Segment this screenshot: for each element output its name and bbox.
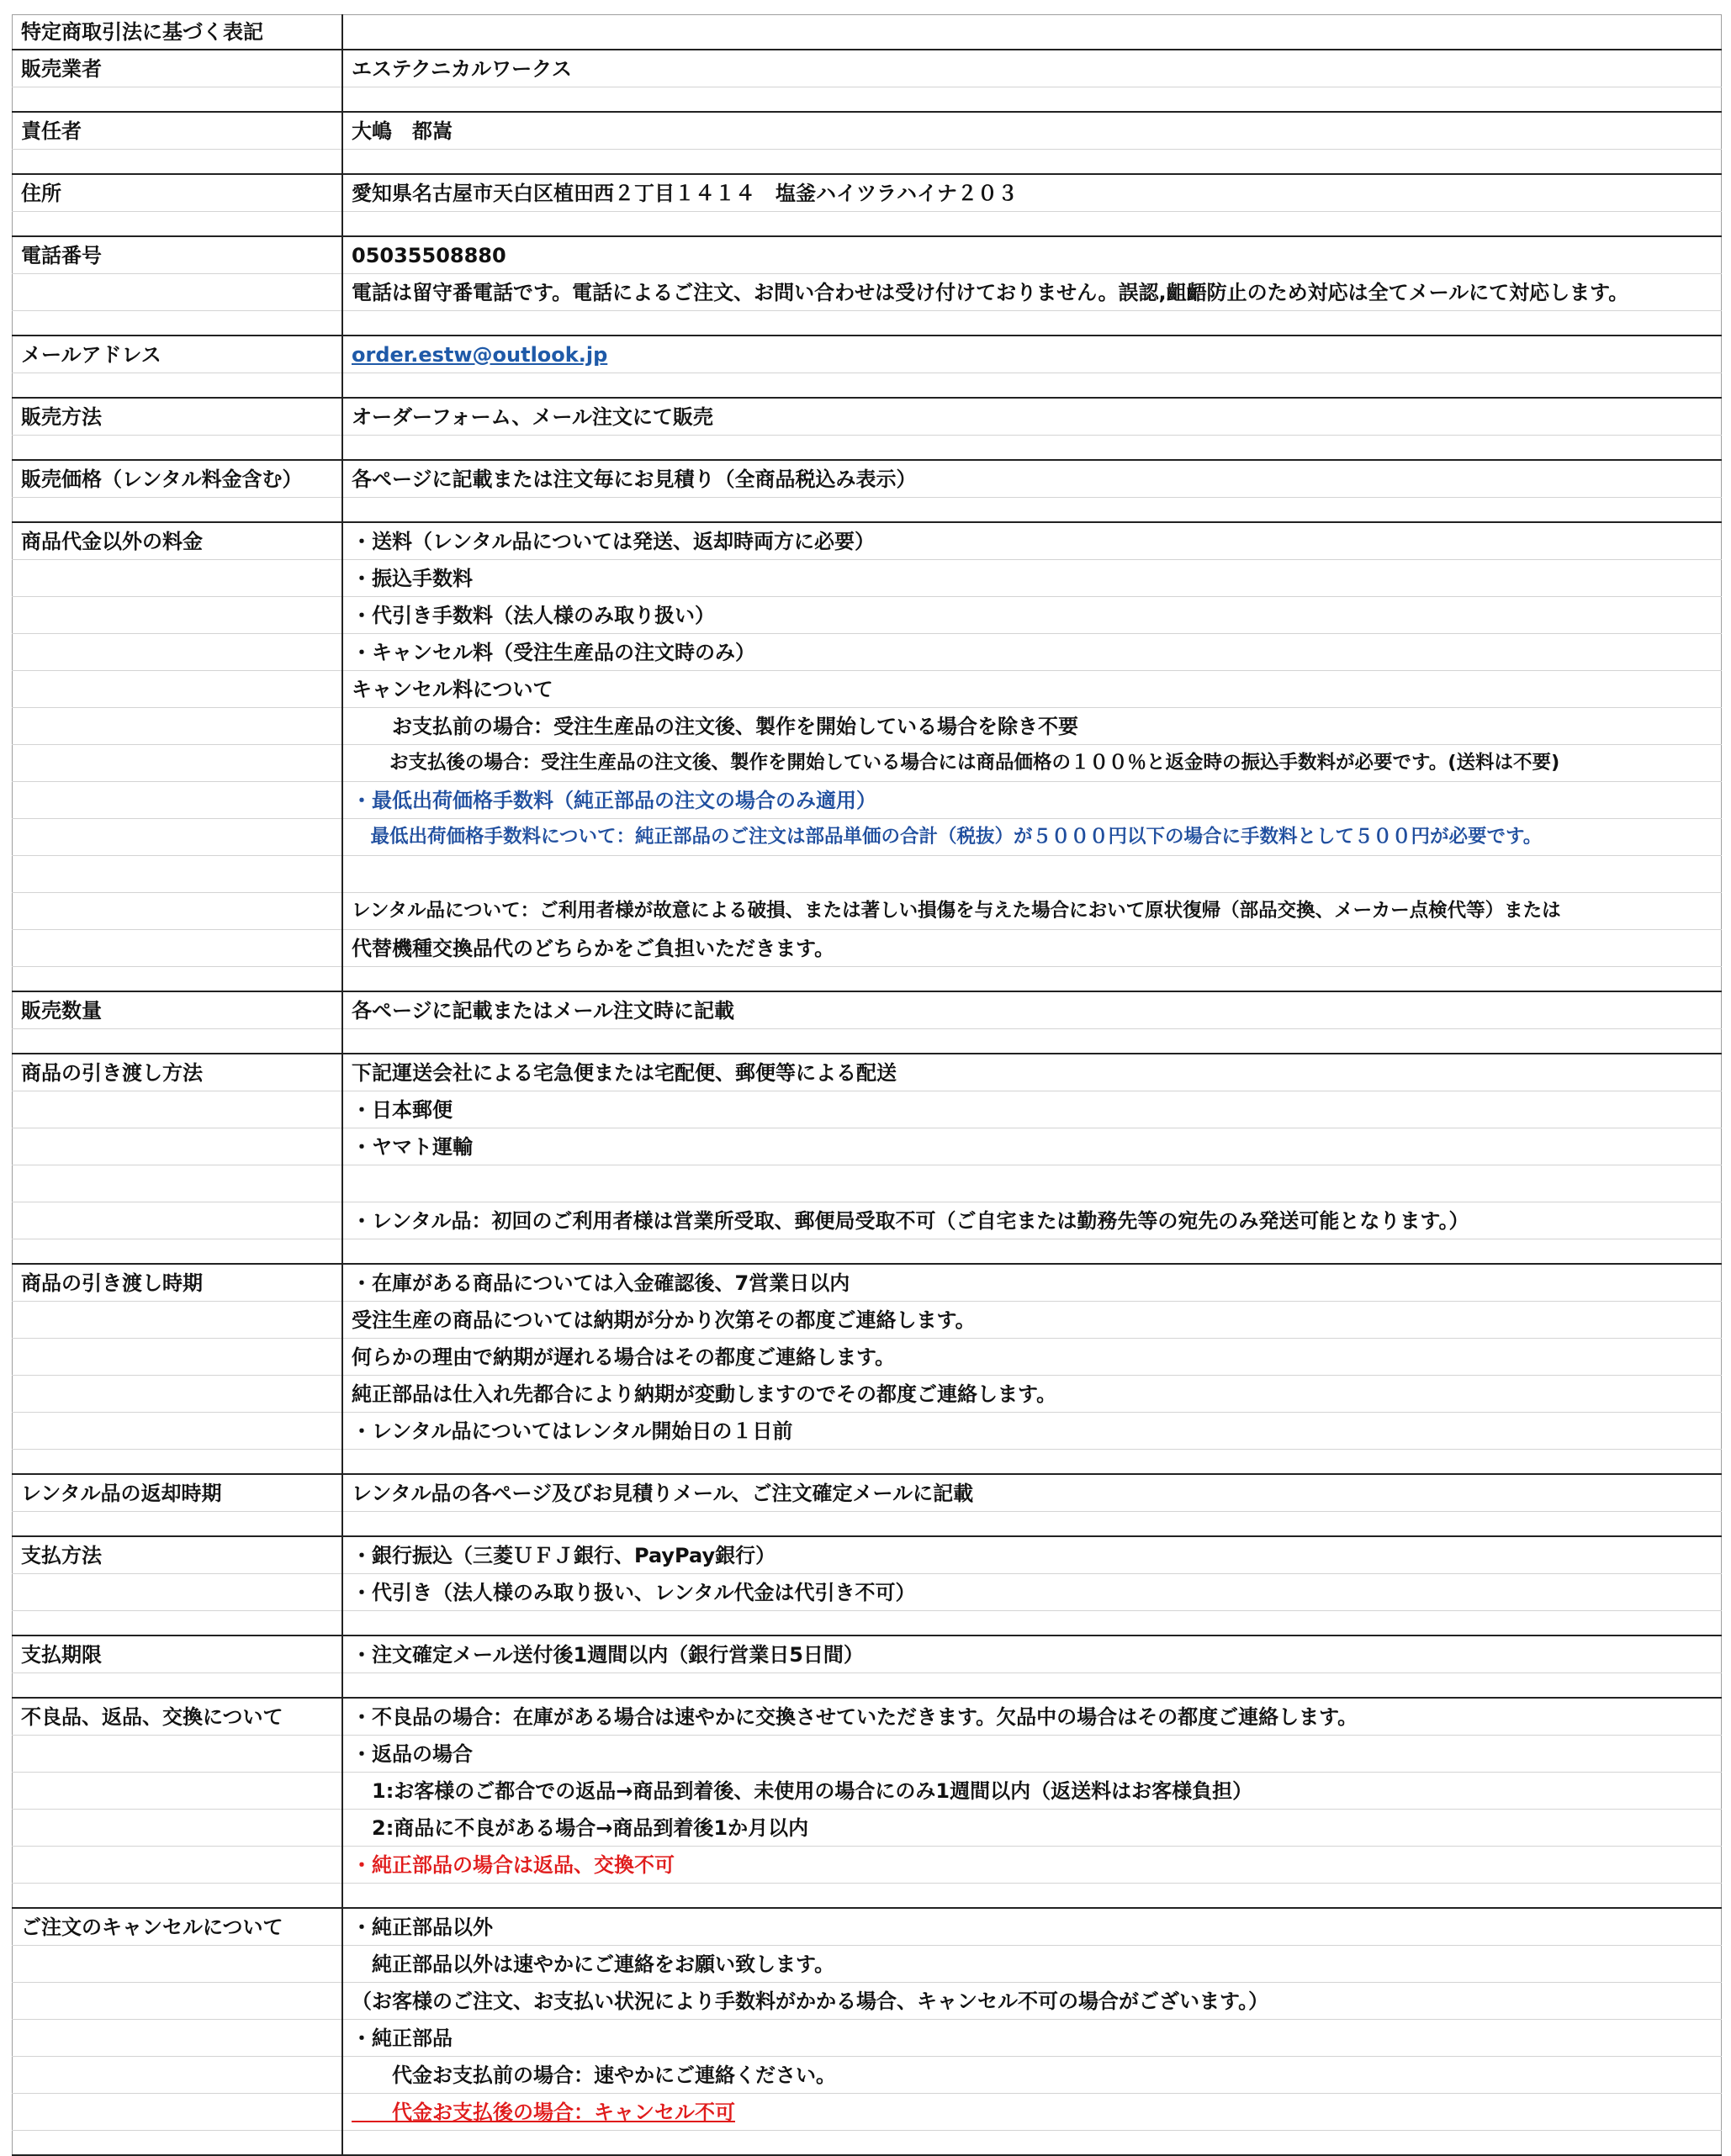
email-link[interactable]: order.estw@outlook.jp	[352, 342, 608, 367]
section-value-text: 代金お支払後の場合：キャンセル不可	[352, 2100, 735, 2124]
section-label: 商品の引き渡し方法	[13, 1054, 343, 1091]
section-value: エステクニカルワークス	[342, 50, 1722, 87]
label-blank-cell	[13, 311, 343, 336]
section-row	[13, 745, 1722, 782]
section-row	[13, 1736, 1722, 1773]
value-blank-cell	[342, 1512, 1722, 1537]
label-blank-cell	[13, 1029, 343, 1054]
section-row	[13, 1698, 1722, 1736]
value-blank-cell	[342, 1450, 1722, 1475]
section-value: ・純正部品	[342, 2020, 1722, 2057]
value-blank-cell	[342, 150, 1722, 175]
section-spacer-row	[13, 373, 1722, 399]
section-value: お支払前の場合：受注生産品の注文後、製作を開始している場合を除き不要	[342, 708, 1722, 745]
section-row	[13, 1302, 1722, 1339]
section-row	[13, 560, 1722, 597]
section-spacer-row	[13, 1029, 1722, 1054]
section-row	[13, 1165, 1722, 1202]
section-row	[13, 2020, 1722, 2057]
section-value: ・キャンセル料（受注生産品の注文時のみ）	[342, 634, 1722, 671]
label-blank-cell	[13, 1413, 343, 1450]
section-value: ・代引き（法人様のみ取り扱い、レンタル代金は代引き不可）	[342, 1574, 1722, 1611]
value-blank-cell	[342, 1165, 1722, 1202]
label-blank-cell	[13, 819, 343, 856]
title-blank-cell	[342, 15, 1722, 50]
section-value: 純正部品は仕入れ先都合により納期が変動しますのでその都度ご連絡します。	[342, 1376, 1722, 1413]
section-value: キャンセル料について	[342, 671, 1722, 708]
section-spacer-row	[13, 436, 1722, 461]
section-row	[13, 856, 1722, 893]
section-label: 電話番号	[13, 236, 343, 274]
value-blank-cell	[342, 1239, 1722, 1265]
section-value: 2:商品に不良がある場合→商品到着後1か月以内	[342, 1810, 1722, 1847]
section-value: 受注生産の商品については納期が分かり次第その都度ご連絡します。	[342, 1302, 1722, 1339]
section-value: 各ページに記載または注文毎にお見積り（全商品税込み表示）	[342, 460, 1722, 498]
label-blank-cell	[13, 1736, 343, 1773]
title-row	[13, 15, 1722, 50]
label-blank-cell	[13, 745, 343, 782]
section-label: 販売方法	[13, 398, 343, 436]
section-label: 販売数量	[13, 991, 343, 1029]
label-blank-cell	[13, 930, 343, 967]
label-blank-cell	[13, 1946, 343, 1983]
section-label: レンタル品の返却時期	[13, 1474, 343, 1512]
section-row	[13, 1773, 1722, 1810]
section-label: 商品の引き渡し時期	[13, 1264, 343, 1302]
email-cell	[342, 336, 1722, 373]
section-spacer-row	[13, 87, 1722, 113]
section-spacer-row	[13, 212, 1722, 237]
section-row	[13, 597, 1722, 634]
section-label: 住所	[13, 174, 343, 212]
label-blank-cell	[13, 1673, 343, 1699]
label-blank-cell	[13, 1339, 343, 1376]
label-blank-cell	[13, 1128, 343, 1165]
section-row	[13, 991, 1722, 1029]
value-blank-cell	[342, 1884, 1722, 1909]
section-row	[13, 2057, 1722, 2094]
section-row	[13, 398, 1722, 436]
section-value: （お客様のご注文、お支払い状況により手数料がかかる場合、キャンセル不可の場合がございます。）	[342, 1983, 1722, 2020]
value-blank-cell	[342, 2131, 1722, 2156]
section-row	[13, 1908, 1722, 1946]
section-row	[13, 274, 1722, 311]
section-row	[13, 1339, 1722, 1376]
section-value	[342, 2094, 1722, 2131]
label-blank-cell	[13, 1512, 343, 1537]
section-row	[13, 112, 1722, 150]
section-value: 05035508880	[342, 236, 1722, 274]
label-blank-cell	[13, 1810, 343, 1847]
label-blank-cell	[13, 856, 343, 893]
section-value: 下記運送会社による宅急便または宅配便、郵便等による配送	[342, 1054, 1722, 1091]
section-value: ・レンタル品についてはレンタル開始日の１日前	[342, 1413, 1722, 1450]
value-blank-cell	[342, 87, 1722, 113]
label-blank-cell	[13, 2094, 343, 2131]
section-value: ・代引き手数料（法人様のみ取り扱い）	[342, 597, 1722, 634]
section-row	[13, 2094, 1722, 2131]
section-value: 代金お支払前の場合：速やかにご連絡ください。	[342, 2057, 1722, 2094]
section-value: オーダーフォーム、メール注文にて販売	[342, 398, 1722, 436]
section-row	[13, 1202, 1722, 1239]
section-label: 責任者	[13, 112, 343, 150]
label-blank-cell	[13, 1165, 343, 1202]
section-row	[13, 1574, 1722, 1611]
section-row	[13, 1983, 1722, 2020]
section-label: 支払期限	[13, 1635, 343, 1673]
label-blank-cell	[13, 708, 343, 745]
section-spacer-row	[13, 2131, 1722, 2156]
section-value: ・純正部品の場合は返品、交換不可	[342, 1847, 1722, 1884]
label-blank-cell	[13, 1202, 343, 1239]
legal-notice-table	[12, 14, 1722, 2156]
document-title: 特定商取引法に基づく表記	[13, 15, 343, 50]
section-value: ・振込手数料	[342, 560, 1722, 597]
label-blank-cell	[13, 87, 343, 113]
section-label: 販売価格（レンタル料金含む）	[13, 460, 343, 498]
section-row	[13, 50, 1722, 87]
section-row	[13, 1635, 1722, 1673]
label-blank-cell	[13, 2020, 343, 2057]
section-spacer-row	[13, 1512, 1722, 1537]
section-spacer-row	[13, 1884, 1722, 1909]
section-row	[13, 1810, 1722, 1847]
section-value: 愛知県名古屋市天白区植田西２丁目１４１４ 塩釜ハイツラハイナ２０３	[342, 174, 1722, 212]
label-blank-cell	[13, 1239, 343, 1265]
section-row	[13, 634, 1722, 671]
section-value: ・注文確定メール送付後1週間以内（銀行営業日5日間）	[342, 1635, 1722, 1673]
section-value: ・純正部品以外	[342, 1908, 1722, 1946]
value-blank-cell	[342, 967, 1722, 992]
value-blank-cell	[342, 1611, 1722, 1636]
section-value: ・返品の場合	[342, 1736, 1722, 1773]
section-row	[13, 1847, 1722, 1884]
section-row	[13, 1536, 1722, 1574]
label-blank-cell	[13, 1847, 343, 1884]
label-blank-cell	[13, 498, 343, 523]
label-blank-cell	[13, 1376, 343, 1413]
label-blank-cell	[13, 2131, 343, 2156]
value-blank-cell	[342, 436, 1722, 461]
section-value: ・レンタル品：初回のご利用者様は営業所受取、郵便局受取不可（ご自宅または勤務先等の宛先のみ発送可能となります。）	[342, 1202, 1722, 1239]
section-value: ・日本郵便	[342, 1091, 1722, 1128]
section-value: お支払後の場合：受注生産品の注文後、製作を開始している場合には商品価格の１００％と返金時の振込手数料が必要です。(送料は不要)	[342, 745, 1722, 782]
section-value: 何らかの理由で納期が遅れる場合はその都度ご連絡します。	[342, 1339, 1722, 1376]
section-value: レンタル品について：ご利用者様が故意による破損、または著しい損傷を与えた場合において原状復帰（部品交換、メーカー点検代等）または	[342, 893, 1722, 930]
section-spacer-row	[13, 498, 1722, 523]
label-blank-cell	[13, 274, 343, 311]
section-value: ・送料（レンタル品については発送、返却時両方に必要）	[342, 522, 1722, 560]
section-row	[13, 1264, 1722, 1302]
section-value: ・銀行振込（三菱ＵＦＪ銀行、PayPay銀行）	[342, 1536, 1722, 1574]
label-blank-cell	[13, 893, 343, 930]
value-blank-cell	[342, 1673, 1722, 1699]
section-value: 純正部品以外は速やかにご連絡をお願い致します。	[342, 1946, 1722, 1983]
label-blank-cell	[13, 1450, 343, 1475]
section-value: 各ページに記載またはメール注文時に記載	[342, 991, 1722, 1029]
label-blank-cell	[13, 967, 343, 992]
section-spacer-row	[13, 150, 1722, 175]
section-spacer-row	[13, 311, 1722, 336]
section-row	[13, 708, 1722, 745]
section-value: 大嶋 都嵩	[342, 112, 1722, 150]
section-spacer-row	[13, 1673, 1722, 1699]
label-blank-cell	[13, 560, 343, 597]
section-spacer-row	[13, 1450, 1722, 1475]
label-blank-cell	[13, 2057, 343, 2094]
section-spacer-row	[13, 967, 1722, 992]
section-row	[13, 819, 1722, 856]
label-blank-cell	[13, 671, 343, 708]
label-blank-cell	[13, 597, 343, 634]
value-blank-cell	[342, 373, 1722, 399]
label-blank-cell	[13, 1611, 343, 1636]
section-value: 電話は留守番電話です。電話によるご注文、お問い合わせは受け付けておりません。誤認,齟齬防止のため対応は全てメールにて対応します。	[342, 274, 1722, 311]
section-row	[13, 930, 1722, 967]
value-blank-cell	[342, 311, 1722, 336]
legal-notice-body	[13, 15, 1722, 2156]
section-row	[13, 671, 1722, 708]
section-row	[13, 1376, 1722, 1413]
section-spacer-row	[13, 1611, 1722, 1636]
label-blank-cell	[13, 782, 343, 819]
section-label: メールアドレス	[13, 336, 343, 373]
label-blank-cell	[13, 150, 343, 175]
value-blank-cell	[342, 498, 1722, 523]
section-label: 販売業者	[13, 50, 343, 87]
section-spacer-row	[13, 1239, 1722, 1265]
label-blank-cell	[13, 373, 343, 399]
section-label: 商品代金以外の料金	[13, 522, 343, 560]
section-row	[13, 1054, 1722, 1091]
section-row	[13, 522, 1722, 560]
section-value: ・ヤマト運輸	[342, 1128, 1722, 1165]
label-blank-cell	[13, 634, 343, 671]
section-row	[13, 1091, 1722, 1128]
label-blank-cell	[13, 1091, 343, 1128]
section-value: レンタル品の各ページ及びお見積りメール、ご注文確定メールに記載	[342, 1474, 1722, 1512]
section-row	[13, 1946, 1722, 1983]
label-blank-cell	[13, 1302, 343, 1339]
section-row	[13, 1128, 1722, 1165]
section-row	[13, 1474, 1722, 1512]
label-blank-cell	[13, 1574, 343, 1611]
value-blank-cell	[342, 212, 1722, 237]
section-value: 代替機種交換品代のどちらかをご負担いただきます。	[342, 930, 1722, 967]
section-value: ・不良品の場合：在庫がある場合は速やかに交換させていただきます。欠品中の場合はその都度ご連絡します。	[342, 1698, 1722, 1736]
section-row	[13, 174, 1722, 212]
section-label: 支払方法	[13, 1536, 343, 1574]
section-row	[13, 1413, 1722, 1450]
section-row	[13, 336, 1722, 373]
label-blank-cell	[13, 212, 343, 237]
label-blank-cell	[13, 1884, 343, 1909]
section-value: ・最低出荷価格手数料（純正部品の注文の場合のみ適用）	[342, 782, 1722, 819]
section-row	[13, 236, 1722, 274]
label-blank-cell	[13, 1983, 343, 2020]
section-row	[13, 782, 1722, 819]
section-row	[13, 893, 1722, 930]
section-value: 最低出荷価格手数料について：純正部品のご注文は部品単価の合計（税抜）が５０００円以下の場合に手数料として５００円が必要です。	[342, 819, 1722, 856]
label-blank-cell	[13, 436, 343, 461]
section-label: ご注文のキャンセルについて	[13, 1908, 343, 1946]
section-label: 不良品、返品、交換について	[13, 1698, 343, 1736]
section-row	[13, 460, 1722, 498]
value-blank-cell	[342, 1029, 1722, 1054]
value-blank-cell	[342, 856, 1722, 893]
section-value: ・在庫がある商品については入金確認後、7営業日以内	[342, 1264, 1722, 1302]
label-blank-cell	[13, 1773, 343, 1810]
section-value: 1:お客様のご都合での返品→商品到着後、未使用の場合にのみ1週間以内（返送料はお客様負担）	[342, 1773, 1722, 1810]
